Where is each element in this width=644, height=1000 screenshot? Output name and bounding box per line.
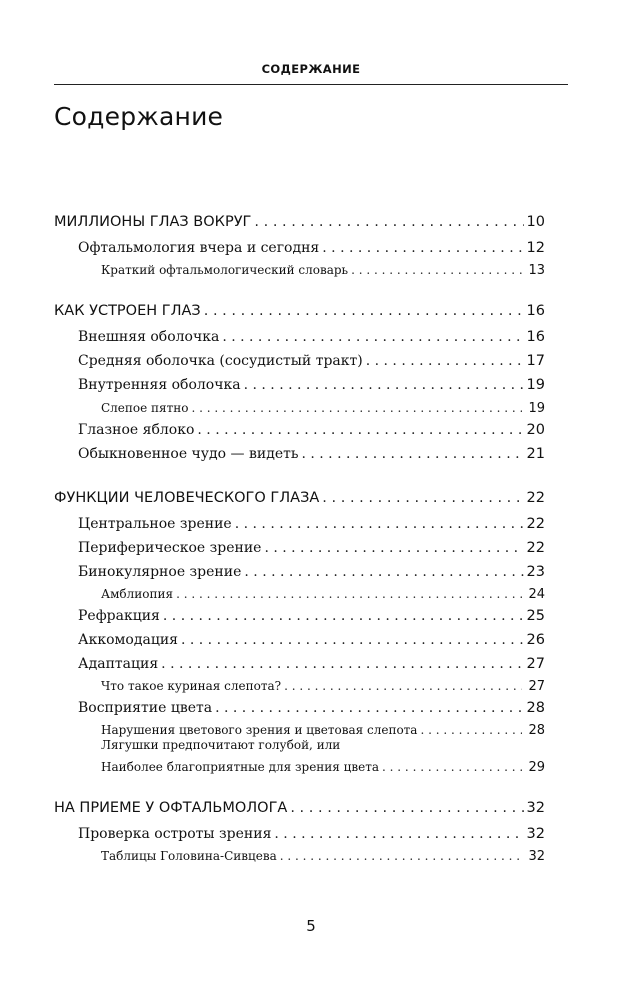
toc-entry-page: 19 xyxy=(526,377,545,393)
leader-dots xyxy=(197,422,523,438)
running-head: СОДЕРЖАНИЕ xyxy=(261,62,361,76)
toc-entry-label: Центральное зрение xyxy=(78,516,232,532)
toc-entry-section[interactable] xyxy=(78,240,545,256)
toc-entry-subsection[interactable] xyxy=(101,849,545,864)
toc-entry-page: 32 xyxy=(528,849,545,864)
toc-entry-page: 17 xyxy=(526,353,545,369)
toc-entry-label: КАК УСТРОЕН ГЛАЗ xyxy=(54,303,201,319)
toc-entry-chapter[interactable] xyxy=(54,303,545,319)
leader-dots xyxy=(176,587,522,601)
toc-entry-subsection[interactable] xyxy=(101,401,545,416)
toc-entry-section[interactable] xyxy=(78,826,545,842)
toc-entry-label: Слепое пятно xyxy=(101,401,189,415)
toc-entry-page: 21 xyxy=(526,446,545,462)
leader-dots xyxy=(181,632,524,648)
toc-entry-label: Периферическое зрение xyxy=(78,540,262,556)
toc-entry-section[interactable] xyxy=(78,632,545,648)
page-title: Содержание xyxy=(54,102,224,131)
toc-entry-page: 27 xyxy=(526,656,545,672)
toc-entry-subsection[interactable] xyxy=(101,723,545,738)
toc-entry-label: Краткий офтальмологический словарь xyxy=(101,263,349,277)
toc-entry-page: 24 xyxy=(528,587,545,602)
toc-entry-label: МИЛЛИОНЫ ГЛАЗ ВОКРУГ xyxy=(54,214,252,230)
leader-dots xyxy=(322,240,523,256)
toc-entry-section[interactable] xyxy=(78,329,545,345)
toc-entry-section[interactable] xyxy=(78,700,545,716)
toc-entry-label: Глазное яблоко xyxy=(78,422,195,438)
toc-entry-section[interactable] xyxy=(78,564,545,580)
toc-entry-section[interactable] xyxy=(78,608,545,624)
toc-entry-page: 29 xyxy=(528,760,545,775)
leader-dots xyxy=(161,656,523,672)
toc-entry-label: Нарушения цветового зрения и цветовая слепота xyxy=(101,723,418,737)
toc-entry-section[interactable] xyxy=(78,540,545,556)
toc-entry-section[interactable] xyxy=(78,353,545,369)
leader-dots xyxy=(366,353,524,369)
toc-entry-label: Восприятие цвета xyxy=(78,700,213,716)
leader-dots xyxy=(215,700,523,716)
leader-dots xyxy=(235,516,524,532)
leader-dots xyxy=(351,263,522,277)
toc-entry-page: 32 xyxy=(526,826,545,842)
toc-entry-page: 10 xyxy=(526,214,545,230)
header-rule xyxy=(54,84,568,85)
toc-entry-page: 19 xyxy=(528,401,545,416)
toc-entry-page: 28 xyxy=(526,700,545,716)
toc-entry-section[interactable] xyxy=(78,446,545,462)
leader-dots xyxy=(191,401,522,415)
toc-entry-section[interactable] xyxy=(78,516,545,532)
toc-entry-page: 12 xyxy=(526,240,545,256)
leader-dots xyxy=(420,723,522,737)
toc-entry-subsection[interactable] xyxy=(101,760,545,775)
toc-entry-page: 26 xyxy=(526,632,545,648)
toc-entry-chapter[interactable] xyxy=(54,800,545,816)
toc-entry-section[interactable] xyxy=(78,377,545,393)
toc-entry-subsection[interactable] xyxy=(101,263,545,278)
toc-entry-page: 23 xyxy=(526,564,545,580)
leader-dots xyxy=(290,800,523,816)
leader-dots xyxy=(222,329,523,345)
leader-dots xyxy=(301,446,523,462)
toc-entry-page: 16 xyxy=(526,303,545,319)
toc-entry-chapter[interactable] xyxy=(54,214,545,230)
leader-dots xyxy=(322,490,523,506)
toc-entry-label: Что такое куриная слепота? xyxy=(101,679,282,693)
toc-entry-label: ФУНКЦИИ ЧЕЛОВЕЧЕСКОГО ГЛАЗА xyxy=(54,490,320,506)
toc-entry-label: НА ПРИЕМЕ У ОФТАЛЬМОЛОГА xyxy=(54,800,288,816)
leader-dots xyxy=(284,679,522,693)
leader-dots xyxy=(244,377,524,393)
toc-entry-label: Адаптация xyxy=(78,656,159,672)
toc-entry-label: Офтальмология вчера и сегодня xyxy=(78,240,320,256)
leader-dots xyxy=(204,303,524,319)
toc-entry-subsection[interactable] xyxy=(101,679,545,694)
toc-entry-page: 22 xyxy=(526,540,545,556)
toc-entry-subsection-line[interactable]: Лягушки предпочитают голубой, или xyxy=(101,738,341,752)
toc-entry-label: Средняя оболочка (сосудистый тракт) xyxy=(78,353,363,369)
toc-entry-label: Проверка остроты зрения xyxy=(78,826,272,842)
leader-dots xyxy=(254,214,523,230)
page-number: 5 xyxy=(306,917,316,935)
toc-entry-page: 32 xyxy=(526,800,545,816)
toc-entry-page: 28 xyxy=(528,723,545,738)
toc-entry-label: Амблиопия xyxy=(101,587,174,601)
toc-entry-label: Бинокулярное зрение xyxy=(78,564,242,580)
leader-dots xyxy=(163,608,524,624)
toc-entry-page: 22 xyxy=(526,490,545,506)
toc-entry-subsection[interactable] xyxy=(101,587,545,602)
toc-entry-label: Аккомодация xyxy=(78,632,178,648)
toc-entry-page: 16 xyxy=(526,329,545,345)
leader-dots xyxy=(382,760,522,774)
toc-entry-section[interactable] xyxy=(78,422,545,438)
toc-entry-chapter[interactable] xyxy=(54,490,545,506)
toc-entry-label: Рефракция xyxy=(78,608,160,624)
toc-entry-label: Внутренняя оболочка xyxy=(78,377,241,393)
toc-entry-label: Внешняя оболочка xyxy=(78,329,220,345)
leader-dots xyxy=(280,849,522,863)
toc-entry-section[interactable] xyxy=(78,656,545,672)
toc-entry-label: Таблицы Головина-Сивцева xyxy=(101,849,277,863)
toc-entry-page: 25 xyxy=(526,608,545,624)
toc-entry-page: 20 xyxy=(526,422,545,438)
leader-dots xyxy=(274,826,523,842)
toc-entry-page: 22 xyxy=(526,516,545,532)
leader-dots xyxy=(244,564,523,580)
toc-entry-page: 13 xyxy=(528,263,545,278)
leader-dots xyxy=(264,540,523,556)
toc-entry-label: Наиболее благоприятные для зрения цвета xyxy=(101,760,380,774)
toc-entry-page: 27 xyxy=(528,679,545,694)
toc-entry-label: Обыкновенное чудо — видеть xyxy=(78,446,299,462)
